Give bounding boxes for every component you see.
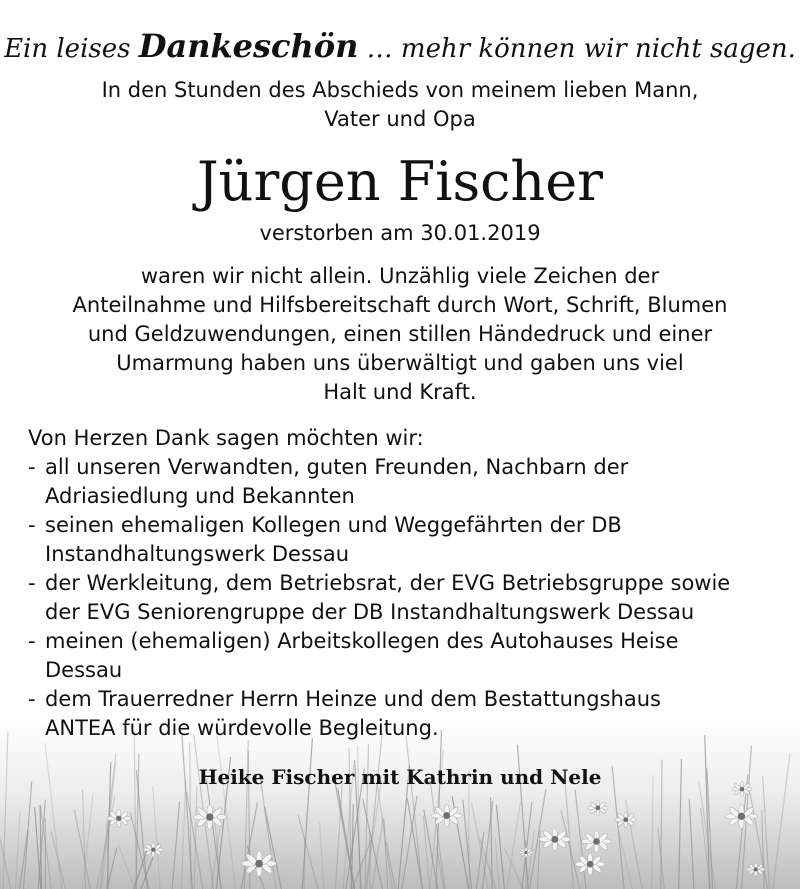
body-line: Anteilnahme und Hilfsbereitschaft durch Wort, Schrift, Blumen bbox=[72, 293, 728, 317]
list-item bbox=[28, 569, 795, 627]
body-line: waren wir nicht allein. Unzählig viele Zeichen der bbox=[140, 264, 660, 288]
daisy-blossom bbox=[143, 842, 163, 857]
list-item bbox=[28, 627, 795, 685]
daisy-blossom bbox=[747, 863, 765, 877]
list-item bbox=[28, 511, 795, 569]
list-item-line: - dem Trauerredner Herrn Heinze und dem Bestattungshaus bbox=[45, 687, 661, 711]
headline-emphasis: Dankeschön bbox=[138, 27, 359, 65]
list-item-line: - all unseren Verwandten, guten Freunden, Nachbarn der bbox=[45, 455, 629, 479]
date-of-death: verstorben am 30.01.2019 bbox=[259, 221, 541, 245]
list-item-line: Dessau bbox=[45, 658, 123, 682]
daisy-blossom bbox=[519, 847, 533, 857]
list-item bbox=[28, 453, 795, 511]
body-line: Umarmung haben uns überwältigt und gaben uns viel bbox=[116, 351, 684, 375]
grass-blade bbox=[370, 830, 371, 889]
body-text bbox=[40, 262, 760, 407]
daisy-blossom bbox=[107, 809, 131, 827]
list-item bbox=[28, 685, 795, 743]
daisy-blossom bbox=[539, 828, 570, 851]
daisy-blossom bbox=[193, 805, 226, 830]
body-line: Halt und Kraft. bbox=[323, 380, 477, 404]
daisy-blossom bbox=[615, 812, 637, 828]
thanks-intro: Von Herzen Dank sagen möchten wir: bbox=[28, 426, 424, 450]
list-item-line: - seinen ehemaligen Kollegen und Weggefährten der DB bbox=[45, 513, 622, 537]
grass-blade bbox=[304, 838, 305, 889]
headline-prefix: Ein leises bbox=[4, 34, 131, 64]
headline bbox=[0, 26, 800, 69]
headline-suffix: … mehr können wir nicht sagen. bbox=[366, 34, 796, 64]
intro-line: Vater und Opa bbox=[324, 107, 476, 131]
daisy-blossom bbox=[242, 851, 277, 877]
intro-line: In den Stunden des Abschieds von meinem lieben Mann, bbox=[101, 78, 699, 102]
list-item-line: - der Werkleitung, dem Betriebsrat, der EVG Betriebsgruppe sowie bbox=[45, 571, 731, 595]
thanks-list bbox=[28, 453, 795, 743]
list-item-line: - meinen (ehemaligen) Arbeitskollegen des Autohauses Heise bbox=[45, 629, 679, 653]
list-item-line: Instandhaltungswerk Dessau bbox=[45, 542, 350, 566]
daisy-blossom bbox=[431, 804, 462, 827]
body-line: und Geldzuwendungen, einen stillen Händedruck und einer bbox=[87, 322, 713, 346]
meadow-flowers-image bbox=[0, 719, 800, 889]
daisy-blossom bbox=[575, 853, 605, 875]
daisy-blossom bbox=[725, 804, 758, 828]
daisy-blossom bbox=[587, 800, 608, 816]
signature: Heike Fischer mit Kathrin und Nele bbox=[198, 765, 602, 789]
deceased-name: Jürgen Fischer bbox=[197, 150, 603, 213]
list-item-line: ANTEA für die würdevolle Begleitung. bbox=[45, 716, 439, 740]
daisy-blossom bbox=[581, 830, 611, 852]
list-item-line: Adriasiedlung und Bekannten bbox=[45, 484, 355, 508]
list-item-line: der EVG Seniorengruppe der DB Instandhaltungswerk Dessau bbox=[45, 600, 695, 624]
intro-text bbox=[0, 76, 800, 134]
